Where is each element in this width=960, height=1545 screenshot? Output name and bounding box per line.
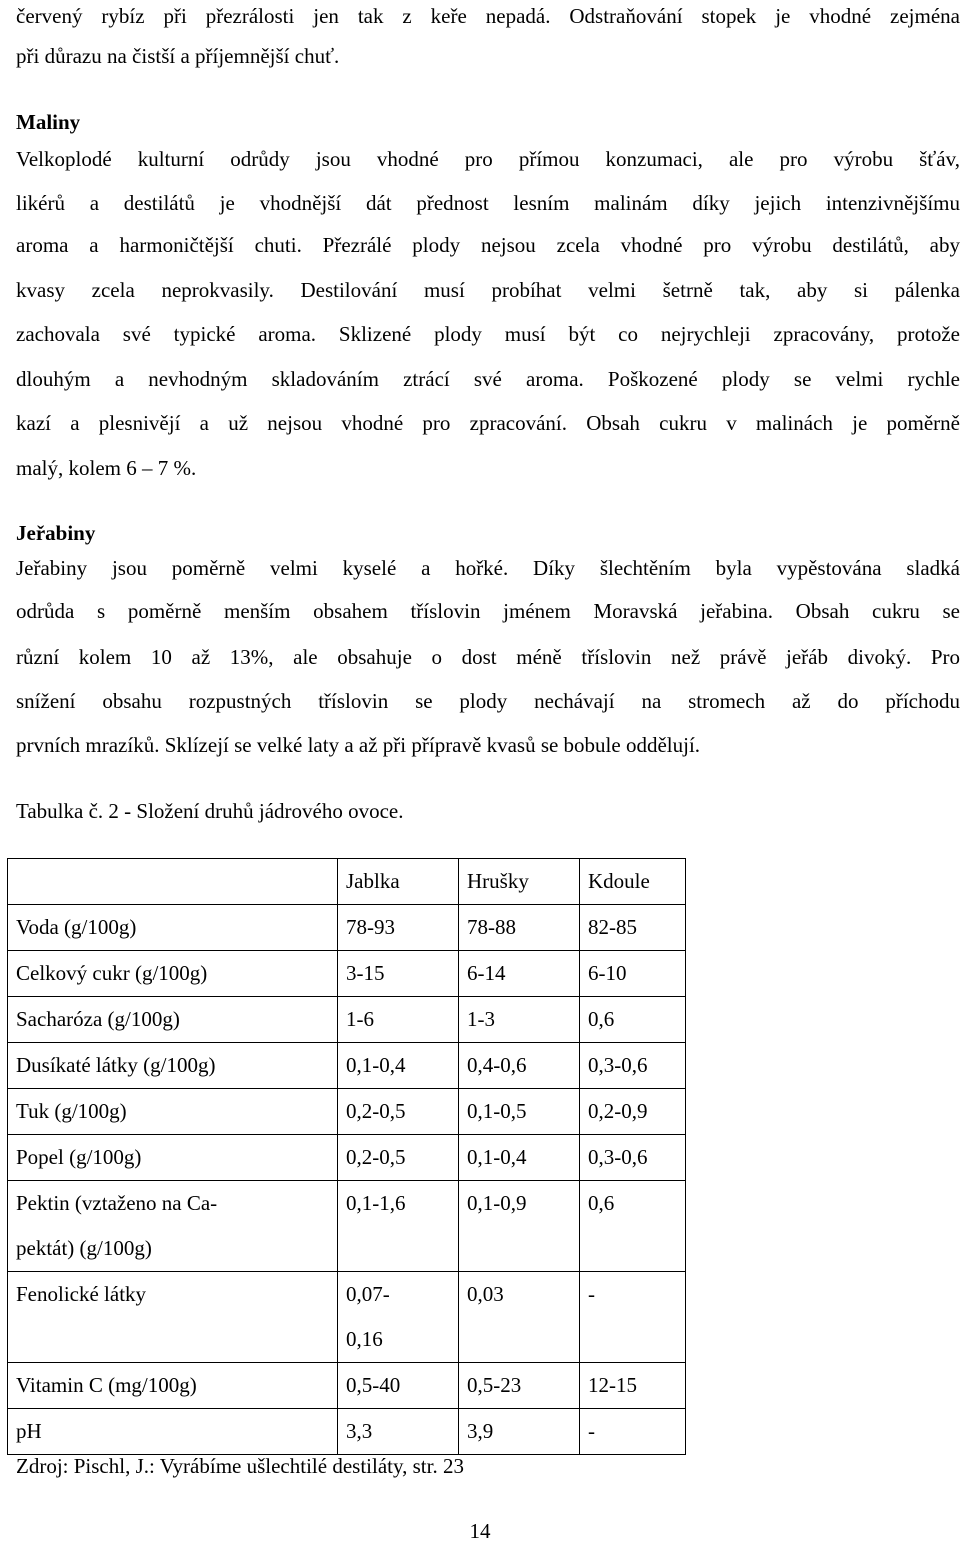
intro-line-2: při důrazu na čistší a příjemnější chuť.	[16, 44, 340, 68]
table-cell: 0,5-40	[338, 1363, 459, 1409]
table-row-label: Vitamin C (mg/100g)	[8, 1363, 338, 1409]
maliny-line-5: zachovala své typické aroma. Sklizené plody musí být co nejrychleji zpracovány, protože	[16, 322, 960, 346]
table-row-label: Sacharóza (g/100g)	[8, 997, 338, 1043]
table-source: Zdroj: Pischl, J.: Vyrábíme ušlechtilé destiláty, str. 23	[16, 1454, 464, 1478]
maliny-line-6: dlouhým a nevhodným skladováním ztrácí své aroma. Poškozené plody se velmi rychle	[16, 367, 960, 391]
table-row	[8, 905, 686, 951]
maliny-line-4: kvasy zcela neprokvasily. Destilování musí probíhat velmi šetrně tak, aby si pálenka	[16, 278, 960, 302]
table-cell: 6-10	[580, 951, 686, 997]
table-row	[8, 1043, 686, 1089]
table-cell: 3-15	[338, 951, 459, 997]
table-cell: 1-6	[338, 997, 459, 1043]
table-cell: 0,1-0,4	[338, 1043, 459, 1089]
table-cell: -	[580, 1272, 686, 1363]
table-header-row	[8, 859, 686, 905]
jerabiny-line-5: prvních mrazíků. Sklízejí se velké laty a až při přípravě kvasů se bobule oddělují.	[16, 733, 701, 757]
composition-table	[7, 858, 686, 1455]
table-cell: 78-88	[459, 905, 580, 951]
table-cell: 0,3-0,6	[580, 1043, 686, 1089]
table-row	[8, 951, 686, 997]
table-corner-cell	[8, 859, 338, 905]
table-cell: 0,1-0,4	[459, 1135, 580, 1181]
table-row-label: Voda (g/100g)	[8, 905, 338, 951]
table-header-cell: Kdoule	[580, 859, 686, 905]
table-header-cell: Jablka	[338, 859, 459, 905]
maliny-line-1: Velkoplodé kulturní odrůdy jsou vhodné pro přímou konzumaci, ale pro výrobu šťáv,	[16, 147, 960, 171]
table-cell: 0,1-1,6	[338, 1181, 459, 1272]
table-cell: 0,5-23	[459, 1363, 580, 1409]
table-cell: 0,6	[580, 1181, 686, 1272]
table-row	[8, 1272, 686, 1363]
maliny-line-8: malý, kolem 6 – 7 %.	[16, 456, 197, 480]
table-row-label: Dusíkaté látky (g/100g)	[8, 1043, 338, 1089]
table-row-label: Celkový cukr (g/100g)	[8, 951, 338, 997]
table-row	[8, 1363, 686, 1409]
table-cell: 1-3	[459, 997, 580, 1043]
table-caption: Tabulka č. 2 - Složení druhů jádrového ovoce.	[16, 799, 404, 823]
table-cell: 0,2-0,5	[338, 1135, 459, 1181]
jerabiny-line-3: různí kolem 10 až 13%, ale obsahuje o dost méně tříslovin než právě jeřáb divoký. Pro	[16, 645, 960, 669]
table-cell: 0,2-0,9	[580, 1089, 686, 1135]
jerabiny-line-1: Jeřabiny jsou poměrně velmi kyselé a hořké. Díky šlechtěním byla vypěstována sladká	[16, 556, 960, 580]
table-cell: 3,3	[338, 1409, 459, 1455]
table-cell: 0,3-0,6	[580, 1135, 686, 1181]
table-cell: -	[580, 1409, 686, 1455]
maliny-line-3: aroma a harmoničtější chuti. Přezrálé plody nejsou zcela vhodné pro výrobu destilátů, aby	[16, 233, 960, 257]
section-heading-maliny: Maliny	[16, 110, 81, 134]
table-row	[8, 1181, 686, 1272]
section-heading-jerabiny: Jeřabiny	[16, 521, 96, 545]
table-cell: 6-14	[459, 951, 580, 997]
maliny-line-7: kazí a plesnivějí a už nejsou vhodné pro zpracování. Obsah cukru v malinách je poměrně	[16, 411, 960, 435]
intro-line-1: červený rybíz při přezrálosti jen tak z keře nepadá. Odstraňování stopek je vhodné zejména	[16, 4, 960, 28]
table-header-cell: Hrušky	[459, 859, 580, 905]
table-cell: 0,1-0,5	[459, 1089, 580, 1135]
table-cell: 82-85	[580, 905, 686, 951]
maliny-line-2: likérů a destilátů je vhodnější dát přednost lesním malinám díky jejich intenzivnějšímu	[16, 191, 960, 215]
table-cell: 78-93	[338, 905, 459, 951]
table-row-label: Popel (g/100g)	[8, 1135, 338, 1181]
jerabiny-line-2: odrůda s poměrně menším obsahem tříslovin jménem Moravská jeřabina. Obsah cukru se	[16, 599, 960, 623]
table-cell: 0,07- 0,16	[338, 1272, 459, 1363]
table-row-label: Pektin (vztaženo na Ca- pektát) (g/100g)	[8, 1181, 338, 1272]
table-cell: 0,2-0,5	[338, 1089, 459, 1135]
page-number: 14	[469, 1519, 491, 1543]
table-cell: 12-15	[580, 1363, 686, 1409]
table-cell: 0,6	[580, 997, 686, 1043]
table-row	[8, 1409, 686, 1455]
table-cell: 3,9	[459, 1409, 580, 1455]
jerabiny-line-4: snížení obsahu rozpustných tříslovin se plody nechávají na stromech až do příchodu	[16, 689, 960, 713]
table-row-label: Tuk (g/100g)	[8, 1089, 338, 1135]
table-row-label: Fenolické látky	[8, 1272, 338, 1363]
table-row	[8, 1135, 686, 1181]
table-cell: 0,1-0,9	[459, 1181, 580, 1272]
table-row-label: pH	[8, 1409, 338, 1455]
table-cell: 0,4-0,6	[459, 1043, 580, 1089]
table-row	[8, 1089, 686, 1135]
table-cell: 0,03	[459, 1272, 580, 1363]
table-row	[8, 997, 686, 1043]
